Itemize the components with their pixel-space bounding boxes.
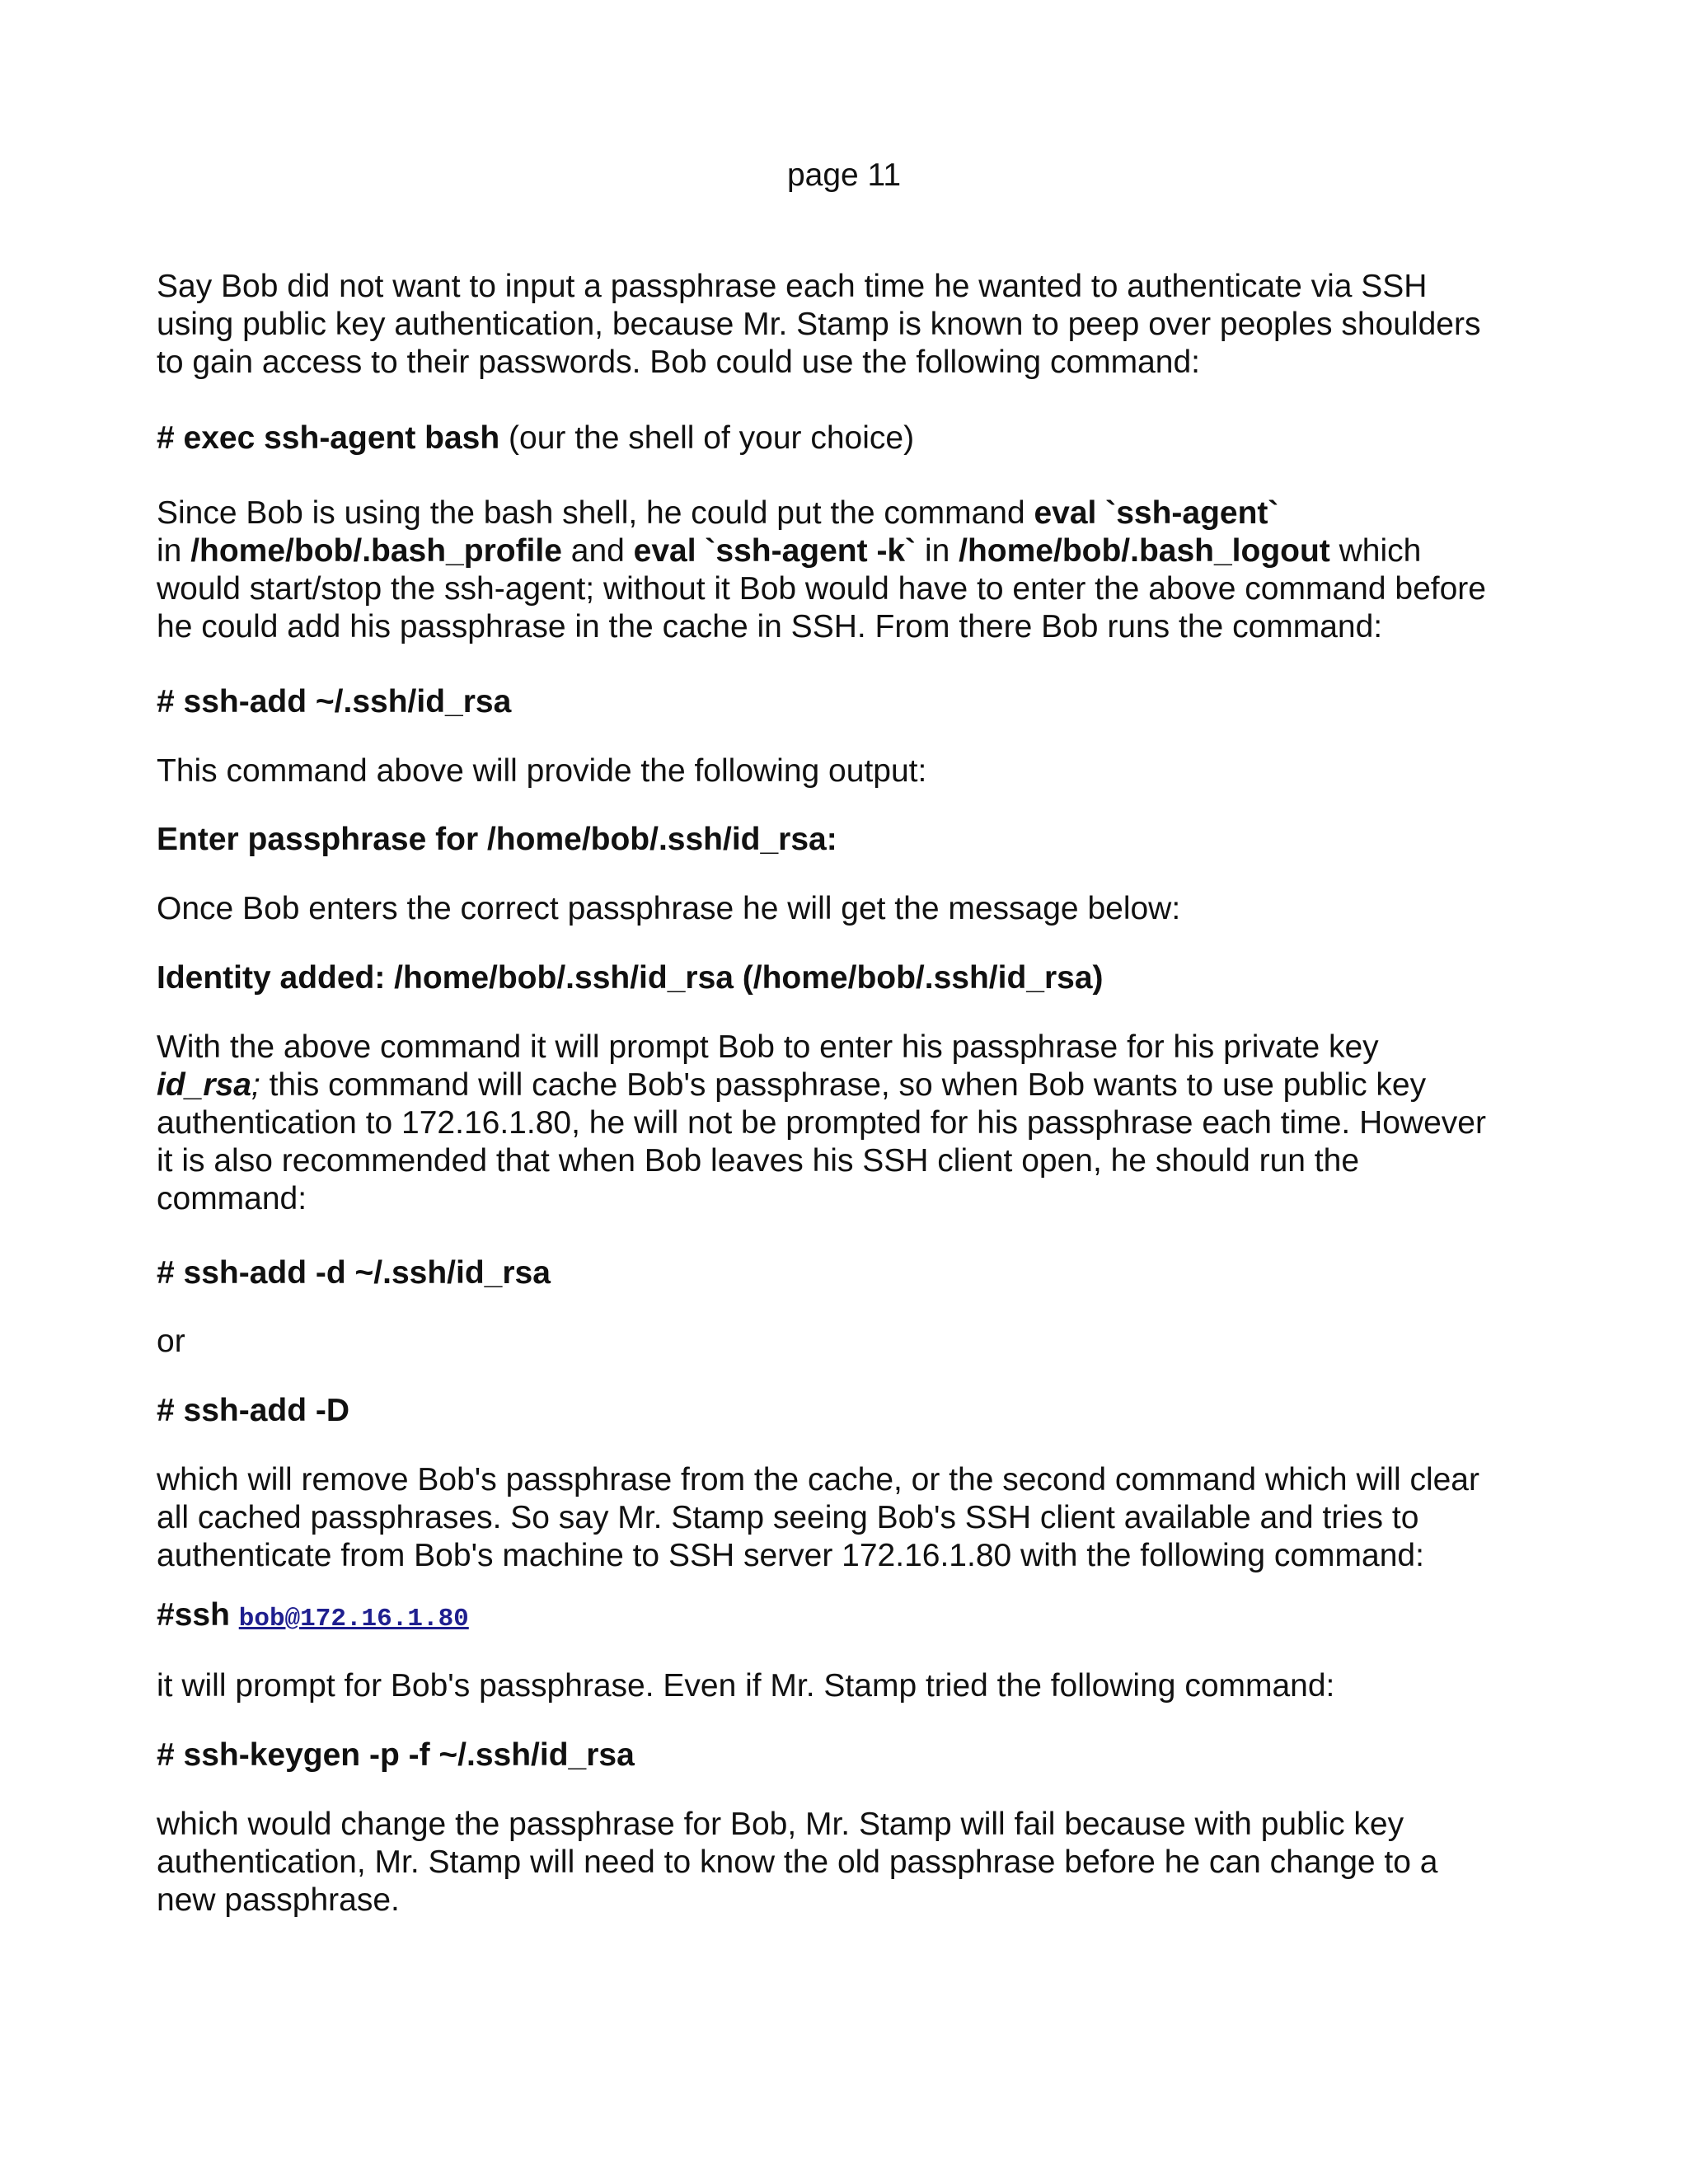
paragraph-line: to gain access to their passwords. Bob could use the following command: xyxy=(157,344,1201,380)
paragraph-line: all cached passphrases. So say Mr. Stamp seeing Bob's SSH client available and tries to xyxy=(157,1500,1419,1535)
paragraph-conclusion xyxy=(157,1806,1541,1919)
inline-text: and xyxy=(561,533,634,569)
command-ssh-add-D: # ssh-add -D xyxy=(157,1393,350,1428)
inline-path: /home/bob/.bash_profile xyxy=(190,533,562,569)
command-ssh-login xyxy=(157,1596,1541,1638)
inline-path: /home/bob/.bash_logout xyxy=(959,533,1330,569)
paragraph-line xyxy=(157,1066,1541,1104)
inline-command: eval `ssh-agent -k` xyxy=(633,533,917,569)
inline-command: eval `ssh-agent` xyxy=(1034,495,1279,531)
paragraph-line: which would change the passphrase for Bob, Mr. Stamp will fail because with public key xyxy=(157,1807,1404,1842)
command-ssh-keygen: # ssh-keygen -p -f ~/.ssh/id_rsa xyxy=(157,1737,635,1773)
paragraph-line xyxy=(157,532,1541,570)
paragraph-intro xyxy=(157,268,1541,382)
page-number: page 11 xyxy=(786,157,902,193)
inline-key-name: id_rsa xyxy=(157,1067,251,1103)
paragraph-prompt-explanation xyxy=(157,1029,1541,1218)
paragraph-line: authentication to 172.16.1.80, he will not be prompted for his passphrase each time. However xyxy=(157,1105,1486,1141)
output-enter-passphrase: Enter passphrase for /home/bob/.ssh/id_rsa: xyxy=(157,822,837,857)
command-ssh-add: # ssh-add ~/.ssh/id_rsa xyxy=(157,684,512,719)
paragraph-line: authenticate from Bob's machine to SSH server 172.16.1.80 with the following command: xyxy=(157,1538,1424,1573)
command-prefix: #ssh xyxy=(157,1597,239,1633)
or-text: or xyxy=(157,1324,185,1359)
paragraph-line: using public key authentication, because Mr. Stamp is known to peep over peoples shoulders xyxy=(157,307,1481,342)
inline-text: Since Bob is using the bash shell, he could put the command xyxy=(157,495,1034,531)
paragraph-line: would start/stop the ssh-agent; without it Bob would have to enter the above command before xyxy=(157,571,1486,607)
paragraph-line: authentication, Mr. Stamp will need to know the old passphrase before he can change to a xyxy=(157,1844,1438,1880)
command-note: (our the shell of your choice) xyxy=(499,420,915,456)
paragraph-line: With the above command it will prompt Bob to enter his passphrase for his private key xyxy=(157,1029,1379,1065)
paragraph-prompt-passphrase: it will prompt for Bob's passphrase. Even if Mr. Stamp tried the following command: xyxy=(157,1668,1335,1704)
inline-text: in xyxy=(157,533,191,569)
inline-text: this command will cache Bob's passphrase, so when Bob wants to use public key xyxy=(260,1067,1427,1103)
paragraph-line: new passphrase. xyxy=(157,1882,400,1918)
ssh-address-link[interactable]: bob@172.16.1.80 xyxy=(238,1605,469,1633)
command-exec-ssh-agent xyxy=(157,419,1541,457)
paragraph-line: which will remove Bob's passphrase from the cache, or the second command which will clear xyxy=(157,1462,1479,1497)
paragraph-once-bob-enters: Once Bob enters the correct passphrase he will get the message below: xyxy=(157,891,1181,926)
command-ssh-add-d: # ssh-add -d ~/.ssh/id_rsa xyxy=(157,1255,551,1291)
inline-text: ; xyxy=(251,1067,260,1103)
paragraph-line: it is also recommended that when Bob leaves his SSH client open, he should run the xyxy=(157,1143,1360,1179)
inline-text: in xyxy=(916,533,959,569)
output-identity-added: Identity added: /home/bob/.ssh/id_rsa (/home/bob/.ssh/id_rsa) xyxy=(157,960,1104,996)
paragraph-output-intro: This command above will provide the following output: xyxy=(157,753,927,789)
paragraph-line: Say Bob did not want to input a passphrase each time he wanted to authenticate via SSH xyxy=(157,269,1428,304)
inline-text: which xyxy=(1329,533,1422,569)
paragraph-line: command: xyxy=(157,1181,307,1216)
paragraph-line: he could add his passphrase in the cache in SSH. From there Bob runs the command: xyxy=(157,609,1383,644)
paragraph-remove-passphrase xyxy=(157,1461,1541,1575)
command-text: # exec ssh-agent bash xyxy=(157,420,500,456)
paragraph-line xyxy=(157,494,1541,532)
paragraph-bash-shell xyxy=(157,494,1541,646)
